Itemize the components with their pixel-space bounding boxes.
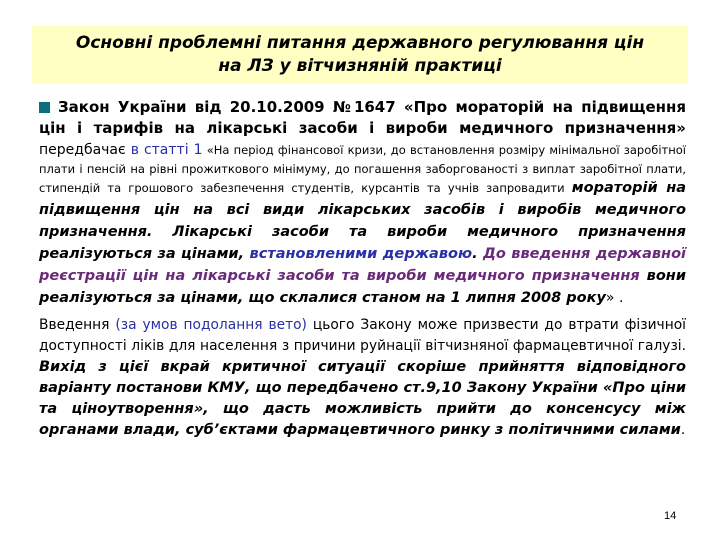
article-reference: в статті 1 xyxy=(130,142,203,158)
square-bullet-icon xyxy=(39,102,50,113)
lead-text: передбачає xyxy=(39,142,131,158)
state-prices-emphasis: встановленими державою xyxy=(249,246,473,262)
paragraph-law-moratorium xyxy=(39,97,686,309)
slide-title-line1: Основні проблемні питання державного регулювання цін xyxy=(75,33,645,53)
slide-title-line2: на ЛЗ у вітчизняній практиці xyxy=(218,56,502,76)
paragraph-consequences xyxy=(39,315,686,441)
registration-emphasis: До введення державної реєстрації цін на лікарські засоби та вироби медичного призначення xyxy=(39,246,687,284)
slide-title-box xyxy=(32,26,688,84)
law-title-label: Закон України від 20.10.2009 №1647 «Про мораторій на підвищення цін і тарифів на лікарські засоби і вироби медичного призначення» xyxy=(39,98,686,137)
law-title-text xyxy=(39,98,686,137)
paragraph-end: . xyxy=(680,422,686,438)
veto-condition: (за умов подолання вето) xyxy=(115,317,307,333)
emphasis-dot: . xyxy=(472,246,483,262)
quote-small-text: «На період фінансової кризи, до встановлення розміру мінімальної заробітної плати і пенсій на рівні прожиткового мінімуму, до погашення заборгованості з виплат заробітної плати, стипендій та грошового забезпечення студентів, курсантів та учнів запровадити xyxy=(39,143,686,195)
consequences-text: цього Закону може призвести до втрати фізичної доступності ліків для населення з причини руйнації вітчизняної фармацевтичної галузі. xyxy=(39,317,686,354)
quote-end: » . xyxy=(605,290,624,306)
prices-as-of-date-emphasis: вони реалізуються за цінами, що склалися станом на 1 липня 2008 року xyxy=(39,268,686,306)
page-number: 14 xyxy=(664,510,677,522)
moratorium-emphasis: мораторій на підвищення цін на всі види лікарських засобів і виробів медичного призначення. Лікарські засоби та вироби медичного призначення реалізуються за цінами, xyxy=(39,180,686,262)
solution-emphasis: Вихід з цієї вкрай критичної ситуації скоріше прийняття відповідного варіанту постанови КМУ, що передбачено ст.9,10 Закону України «Про ціни та ціноутворення», що дасть можливість прийти до консенсусу між органами влади, суб’єктами фармацевтичного ринку з політичними силами xyxy=(39,359,686,438)
consequences-intro: Введення xyxy=(39,317,116,333)
slide-content xyxy=(39,97,686,441)
